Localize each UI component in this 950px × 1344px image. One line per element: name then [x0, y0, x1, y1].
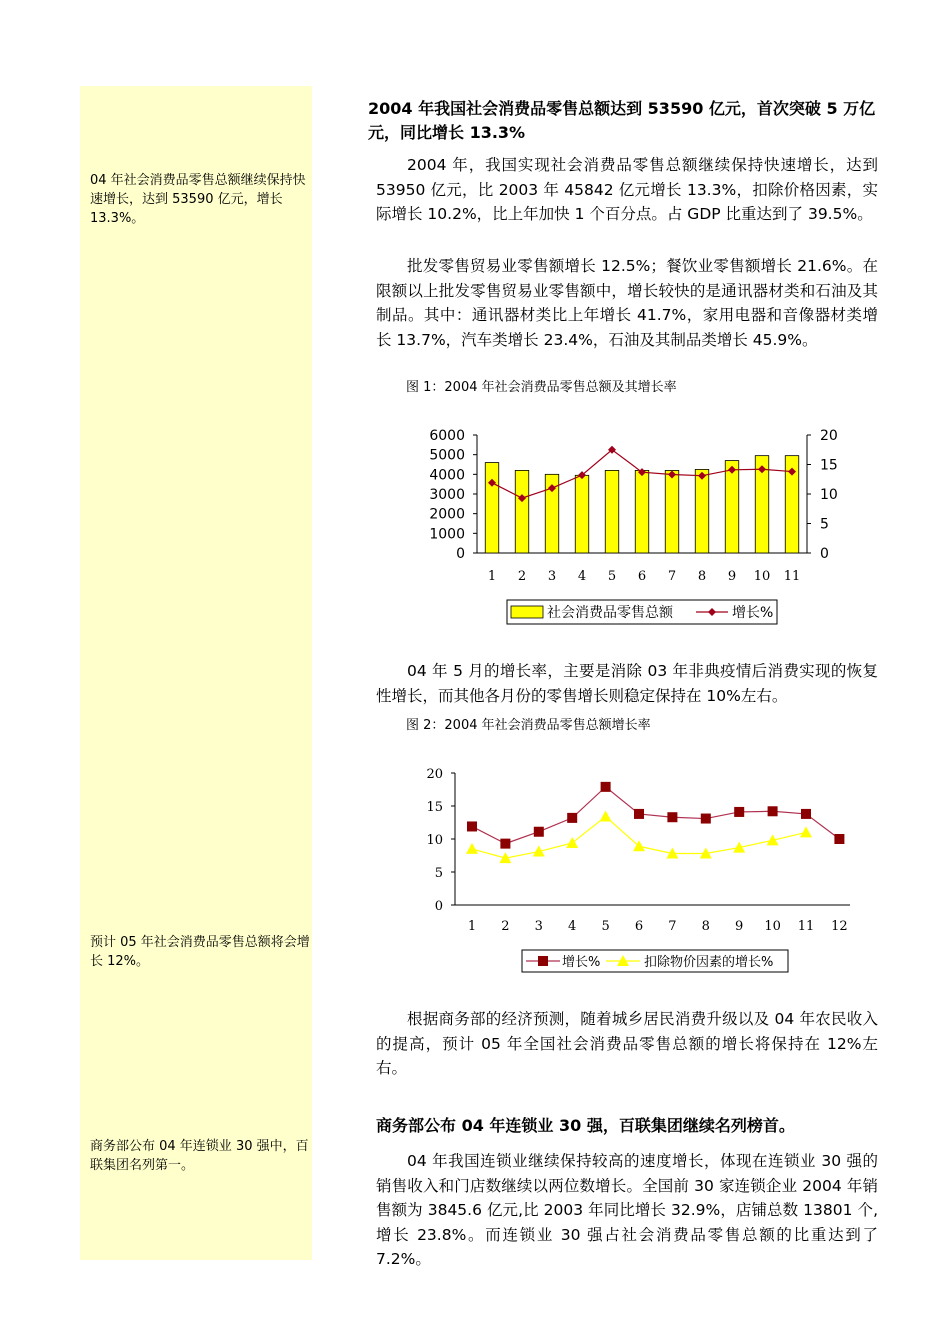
- y-tick-label-left: 6000: [429, 428, 465, 444]
- legend-label-retail-total: 社会消费品零售总额: [547, 605, 673, 621]
- figure1-chart: [400, 420, 850, 630]
- section1-paragraph-4: 根据商务部的经济预测，随着城乡居民消费升级以及 04 年农民收入的提高，预计 05 年全国社会消费品零售总额的增长将保持在 12%左右。: [376, 1010, 878, 1077]
- legend-marker-growth: [538, 956, 548, 966]
- x-tick-label: 5: [601, 919, 610, 934]
- point-growth: [768, 806, 778, 816]
- point-growth: [534, 827, 544, 837]
- y-tick-label-left: 0: [456, 546, 465, 562]
- x-tick-label: 8: [701, 919, 710, 934]
- sidebar-highlight: [80, 86, 312, 1260]
- point-growth-ex-price: [800, 826, 812, 837]
- point-growth-ex-price: [566, 837, 578, 848]
- y-tick-label-right: 15: [820, 457, 838, 474]
- point-growth: [500, 839, 510, 849]
- point-growth: [634, 809, 644, 819]
- point-growth-ex-price: [600, 811, 612, 822]
- y-tick-label-left: 2000: [429, 506, 465, 523]
- x-tick-label: 7: [668, 919, 677, 934]
- y-tick-label-right: 20: [820, 428, 838, 444]
- figure2-caption: 图 2：2004 年社会消费品零售总额增长率: [406, 718, 651, 733]
- point-growth: [734, 807, 744, 817]
- y-tick-label: 5: [434, 866, 443, 881]
- legend-label-growth: 增长%: [732, 605, 774, 621]
- point-growth: [667, 812, 677, 822]
- point-growth: [701, 814, 711, 824]
- x-tick-label: 1: [487, 569, 497, 584]
- y-tick-label-right: 5: [820, 516, 829, 533]
- point-growth: [834, 834, 844, 844]
- x-tick-label: 9: [727, 569, 737, 584]
- bar-retail-total: [665, 470, 679, 553]
- bar-retail-total: [485, 463, 499, 553]
- y-tick-label-left: 1000: [429, 526, 465, 543]
- y-tick-label-right: 0: [820, 546, 829, 562]
- x-tick-label: 4: [568, 919, 577, 934]
- bar-retail-total: [635, 470, 649, 553]
- x-tick-label: 11: [797, 919, 815, 934]
- y-tick-label: 0: [434, 899, 443, 914]
- sidebar-note-forecast: 预计 05 年社会消费品零售总额将会增长 12%。: [90, 935, 310, 969]
- section1-paragraph-2: 批发零售贸易业零售额增长 12.5%；餐饮业零售额增长 21.6%。在限额以上批发零售贸易业零售额中，增长较快的是通讯器材类和石油及其制品。其中：通讯器材类比上年增长 41.7%，家用电器和音像器材类增长 13.7%，汽车类增长 23.4%，石油及其制品类增长 45.9%。: [376, 257, 878, 349]
- section1-paragraph-3: 04 年 5 月的增长率，主要是消除 03 年非典疫情后消费实现的恢复性增长，而其他各月份的零售增长则稳定保持在 10%左右。: [376, 662, 878, 705]
- point-growth: [467, 821, 477, 831]
- section2-heading: 商务部公布 04 年连锁业 30 强，百联集团继续名列榜首。: [376, 1116, 795, 1135]
- x-tick-label: 3: [547, 569, 557, 584]
- x-tick-label: 2: [501, 919, 510, 934]
- x-tick-label: 10: [764, 919, 781, 934]
- point-growth: [567, 813, 577, 823]
- y-tick-label: 10: [426, 833, 443, 848]
- section2-paragraph-1: 04 年我国连锁业继续保持较高的速度增长，体现在连锁业 30 强的销售收入和门店数继续以两位数增长。全国前 30 家连锁企业 2004 年销售额为 3845.6 亿元,比 2003 年同比增长 32.9%，店铺总数 13801 个,增长 23.8%。而连锁业 30 强占社会消费品零售总额的比重达到了 7.2%。: [376, 1152, 878, 1268]
- point-growth: [601, 782, 611, 792]
- x-tick-label: 5: [607, 569, 617, 584]
- y-tick-label-left: 3000: [429, 487, 465, 503]
- x-tick-label: 1: [467, 919, 477, 934]
- legend-label-growth: 增长%: [562, 955, 601, 970]
- x-tick-label: 7: [667, 569, 677, 584]
- x-tick-label: 9: [735, 919, 744, 934]
- legend-label-ex-price: 扣除物价因素的增长%: [644, 955, 774, 970]
- x-tick-label: 8: [697, 569, 707, 584]
- x-tick-label: 10: [753, 569, 771, 584]
- bar-retail-total: [515, 470, 529, 553]
- bar-retail-total: [725, 461, 739, 553]
- bar-retail-total: [695, 469, 709, 553]
- bar-retail-total: [575, 475, 589, 553]
- x-tick-label: 2: [517, 569, 527, 584]
- y-tick-label-left: 4000: [429, 467, 465, 484]
- x-tick-label: 6: [634, 919, 644, 934]
- x-tick-label: 4: [577, 569, 587, 584]
- x-tick-label: 11: [783, 569, 801, 584]
- sidebar-note-retail-growth: 04 年社会消费品零售总额继续保持快速增长，达到 53590 亿元，增长 13.3%。: [90, 173, 306, 226]
- x-tick-label: 6: [637, 569, 647, 584]
- section1-paragraph-1: 2004 年，我国实现社会消费品零售总额继续保持快速增长，达到 53950 亿元，比 2003 年 45842 亿元增长 13.3%，扣除价格因素，实际增长 10.2%，比上年加快 1 个百分点。占 GDP 比重达到了 39.5%。: [376, 156, 878, 223]
- y-tick-label-left: 5000: [429, 447, 465, 464]
- sidebar-note-chain-top30: 商务部公布 04 年连锁业 30 强中，百联集团名列第一。: [90, 1139, 309, 1173]
- bar-retail-total: [605, 470, 619, 553]
- figure1-caption: 图 1：2004 年社会消费品零售总额及其增长率: [406, 380, 677, 395]
- point-growth: [801, 809, 811, 819]
- section1-heading: 2004 年我国社会消费品零售总额达到 53590 亿元，首次突破 5 万亿元，同比增长 13.3%: [368, 99, 876, 142]
- x-tick-label: 12: [831, 919, 848, 934]
- legend-swatch-bar: [511, 606, 543, 618]
- figure2-chart: [400, 760, 850, 980]
- y-tick-label: 20: [426, 767, 443, 782]
- y-tick-label: 15: [426, 800, 443, 815]
- x-tick-label: 3: [534, 919, 543, 934]
- point-growth-ex-price: [466, 843, 478, 854]
- line-growth: [472, 787, 839, 844]
- y-tick-label-right: 10: [820, 487, 838, 503]
